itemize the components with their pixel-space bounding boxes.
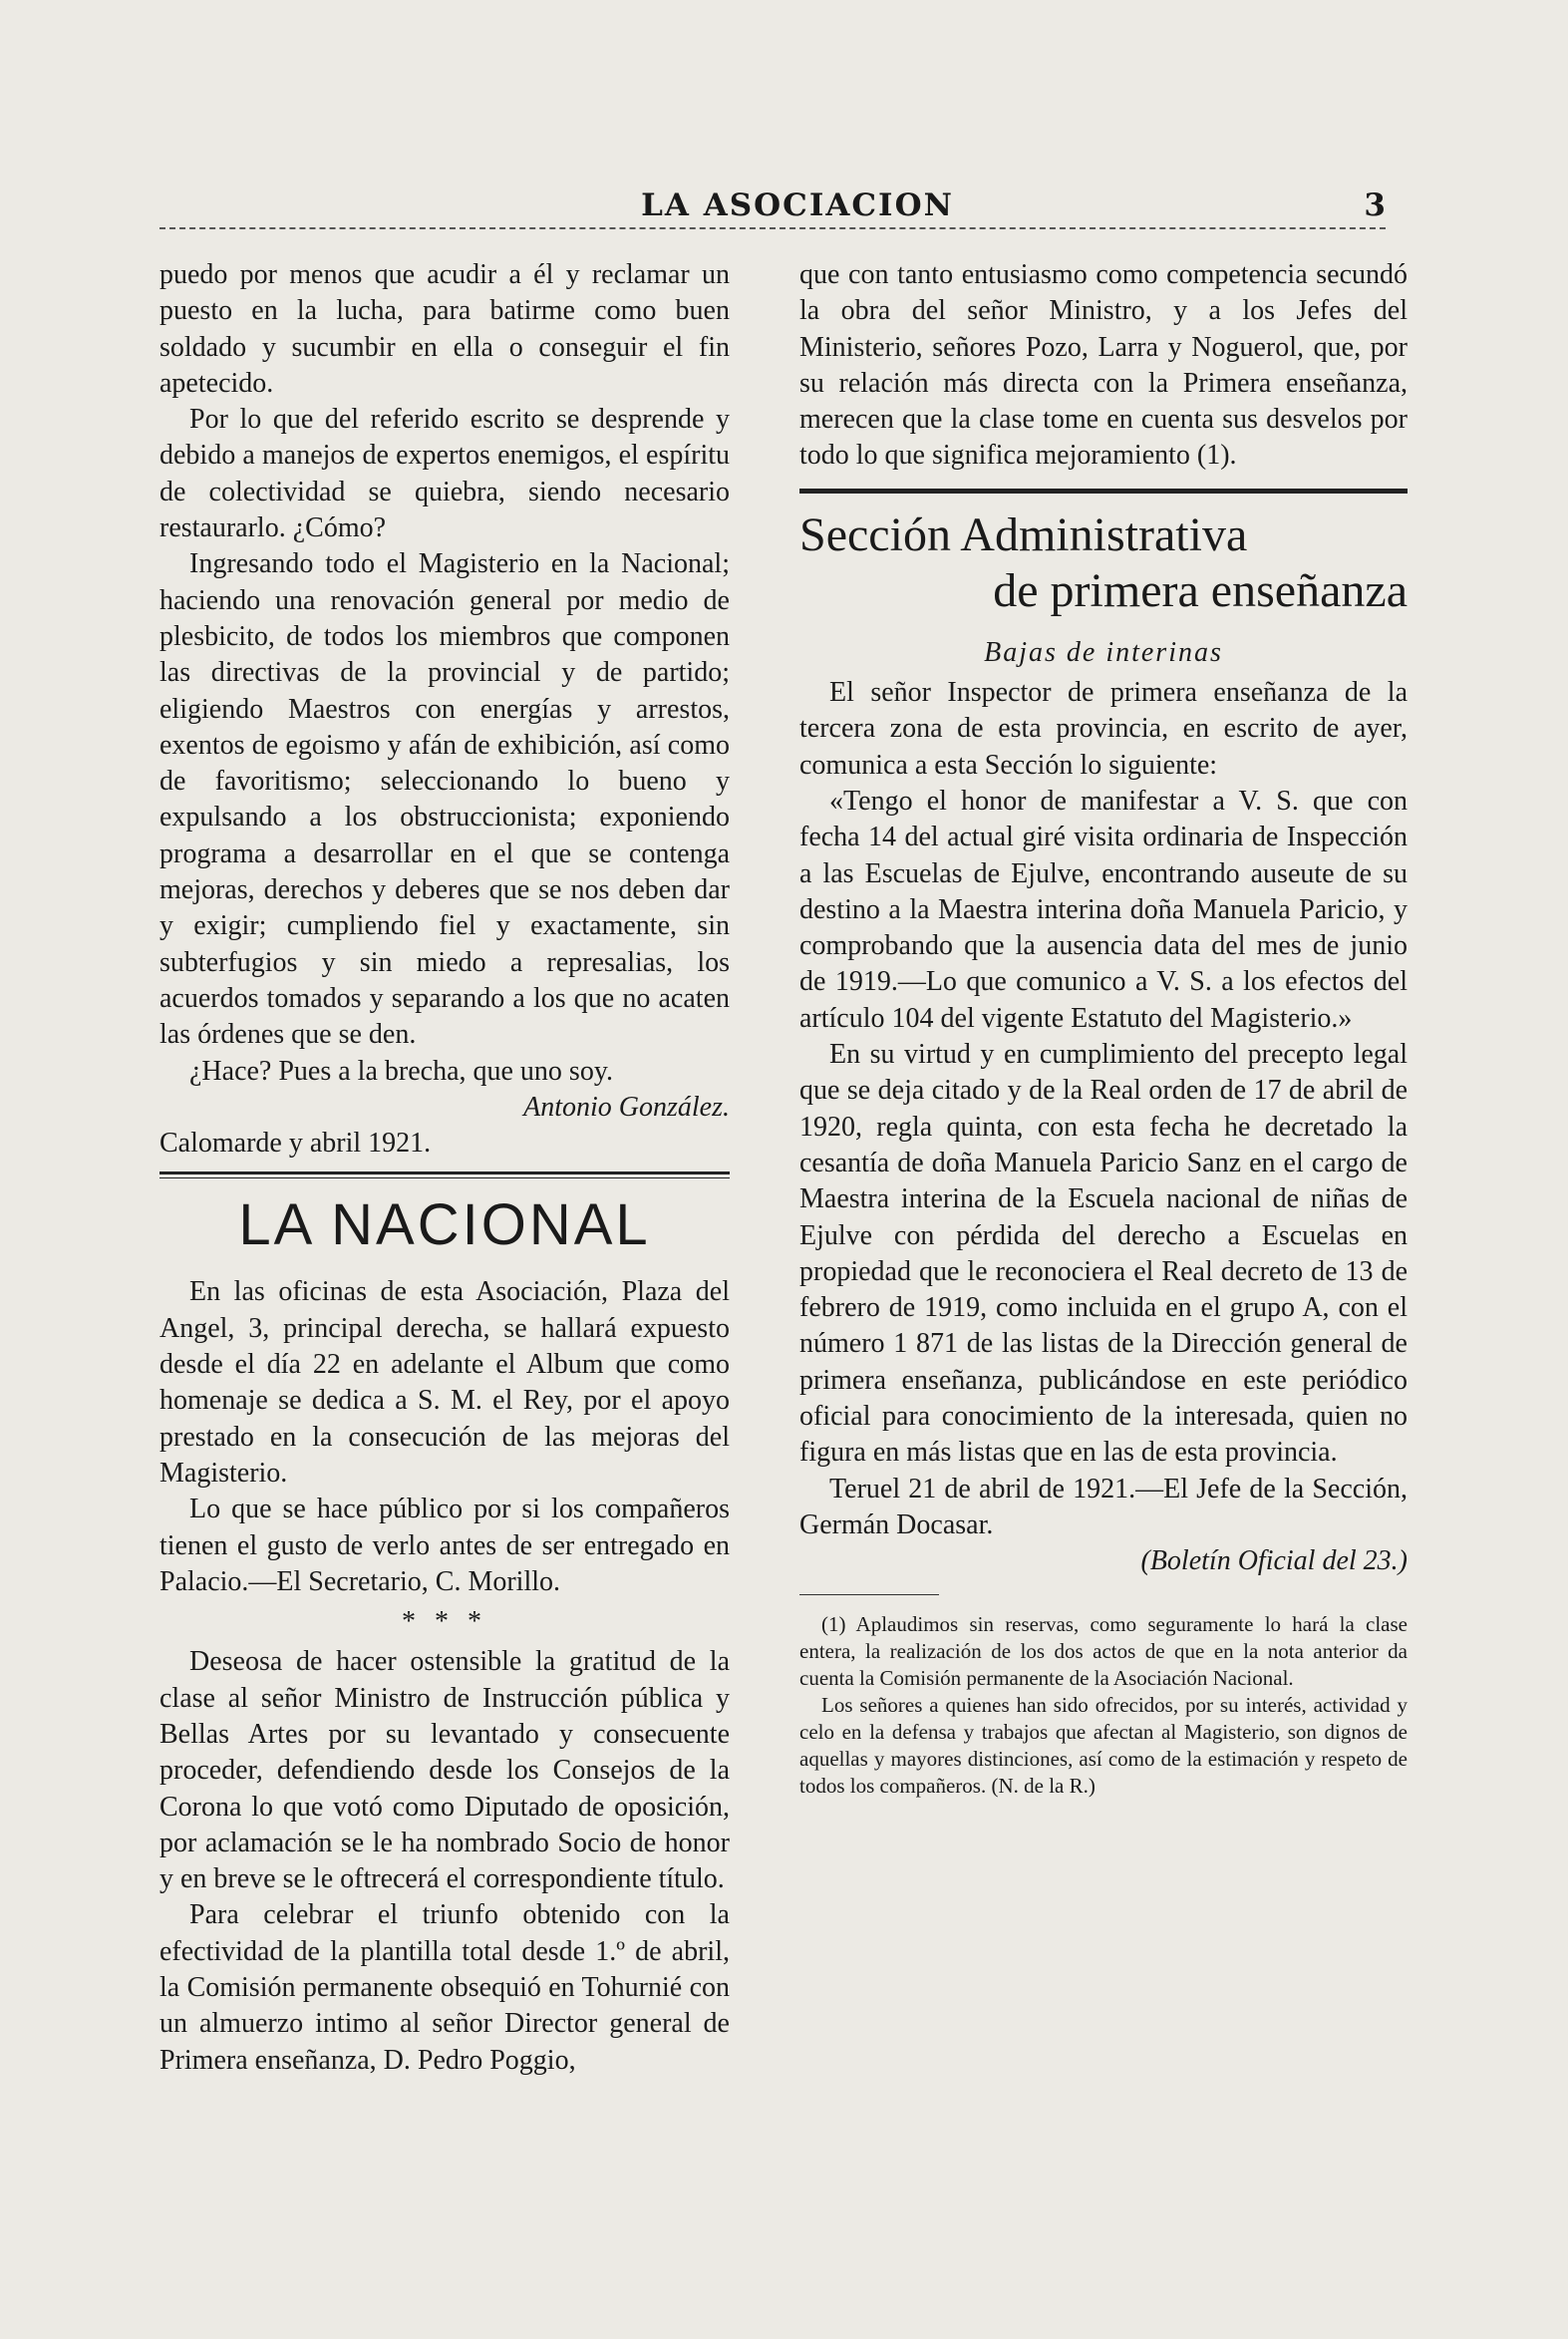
right-paragraph-2: El señor Inspector de primera enseñanza de la tercera zona de esta provincia, en escrito de ayer, comunica a esta Sección lo siguiente:: [799, 677, 1408, 781]
footnotes: [799, 1611, 1408, 1800]
left-paragraph-7: Deseosa de hacer ostensible la gratitud de la clase al señor Ministro de Instrucción pública y Bellas Artes por su levantado y consecuente proceder, defendiendo desde los Consejos de la Corona lo que votó como Diputado de oposición, por aclamación se le ha nombrado Socio de honor y en breve se le oftrecerá el correspondiente título.: [159, 1646, 730, 1895]
right-paragraph-4: En su virtud y en cumplimiento del precepto legal que se deja citado y de la Real orden de 17 de abril de 1920, regla quinta, con esta fecha he decretado la cesantía de doña Manuela Paricio Sanz en el cargo de Maestra interina de la Escuela nacional de niñas de Ejulve con pérdida del derecho a Escuelas en propiedad que le reconociera el Real decreto de 13 de febrero de 1919, como incluida en el grupo A, con el número 1 871 de las listas de la Dirección general de primera enseñanza, publicándose en este periódico oficial para conocimiento de la interesada, quien no figura en más listas que en las de esta provincia.: [799, 1039, 1408, 1469]
section-heading-line1: Sección Administrativa: [799, 507, 1248, 561]
article-place-date: Calomarde y abril 1921.: [159, 1128, 432, 1160]
footnote-1: (1) Aplaudimos sin reservas, como seguramente lo hará la clase entera, la realización de los dos actos de que en la nota anterior da cuenta la Comisión permanente de la Asociación Nacional.: [799, 1611, 1408, 1690]
asterism-separator: * * *: [402, 1606, 487, 1638]
publication-title: LA ASOCIACION: [641, 187, 954, 223]
footnote-rule: [799, 1594, 939, 1595]
left-column: [159, 257, 730, 2079]
section-divider: [159, 1171, 730, 1178]
right-paragraph-3: «Tengo el honor de manifestar a V. S. que con fecha 14 del actual giré visita ordinaria de Inspección a las Escuelas de Ejulve, encontrando auseute de su destino a la Maestra interina doña Manuela Paricio, y comprobando que la ausencia data del mes de junio de 1919.—Lo que comunico a V. S. a los efectos del artículo 104 del vigente Estatuto del Magisterio.»: [799, 785, 1408, 1034]
left-paragraph-4: ¿Hace? Pues a la brecha, que uno soy.: [189, 1055, 614, 1087]
right-paragraph-1: que con tanto entusiasmo como competencia secundó la obra del señor Ministro, y a los Jefes del Ministerio, señores Pozo, Larra y Noguerol, que, por su relación más directa con la Primera enseñanza, merecen que la clase tome en cuenta sus desvelos por todo lo que significa mejoramiento (1).: [799, 259, 1408, 472]
section-divider-thick: [799, 489, 1408, 494]
right-paragraph-5: Teruel 21 de abril de 1921.—El Jefe de la Sección, Germán Docasar.: [799, 1473, 1408, 1540]
footnote-2: Los señores a quienes han sido ofrecidos, por su interés, actividad y celo en la defensa y trabajos que afectan al Magisterio, son dignos de aquellas y mayores distinciones, así como de la estimación y respeto de todos los compañeros. (N. de la R.): [799, 1692, 1408, 1798]
left-paragraph-8: Para celebrar el triunfo obtenido con la efectividad de la plantilla total desde 1.º de abril, la Comisión permanente obsequió en Tohurnié con un almuerzo intimo al señor Director general de Primera enseñanza, D. Pedro Poggio,: [159, 1899, 730, 2076]
left-paragraph-3: Ingresando todo el Magisterio en la Nacional; haciendo una renovación general por medio de plesbicito, de todos los miembros que componen las directivas de la provincial y de partido; eligiendo Maestros con energías y arrestos, exentos de egoismo y afán de exhibición, así como de favoritismo; seleccionando lo bueno y expulsando a los obstruccionista; exponiendo programa a desarrollar en el que se contenga mejoras, derechos y deberes que se nos deben dar y exigir; cumpliendo fiel y exactamente, sin subterfugios y sin miedo a represalias, los acuerdos tomados y separando a los que no acaten las órdenes que se den.: [159, 548, 730, 1051]
right-column: [799, 257, 1408, 1800]
left-paragraph-2: Por lo que del referido escrito se desprende y debido a manejos de expertos enemigos, el espíritu de colectividad se quiebra, siendo necesario restaurarlo. ¿Cómo?: [159, 404, 730, 544]
left-paragraph-1: puedo por menos que acudir a él y reclamar un puesto en la lucha, para batirme como buen soldado y sucumbir en ella o conseguir el fin apetecido.: [159, 259, 730, 399]
section-heading-line2: de primera enseñanza: [993, 563, 1408, 617]
page-number: 3: [1364, 187, 1386, 223]
left-paragraph-5: En las oficinas de esta Asociación, Plaza del Angel, 3, principal derecha, se hallará expuesto desde el día 22 en adelante el Album que como homenaje se dedica a S. M. el Rey, por el apoyo prestado en la consecución de las mejoras del Magisterio.: [159, 1276, 730, 1489]
left-paragraph-6: Lo que se hace público por si los compañeros tienen el gusto de verlo antes de ser entregado en Palacio.—El Secretario, C. Morillo.: [159, 1494, 730, 1597]
section-masthead: LA NACIONAL: [238, 1192, 651, 1258]
page-header: [159, 179, 1386, 229]
subheading: Bajas de interinas: [984, 636, 1223, 668]
right-paragraph-6: (Boletín Oficial del 23.): [1140, 1545, 1408, 1577]
article-signature: Antonio González.: [523, 1091, 730, 1123]
